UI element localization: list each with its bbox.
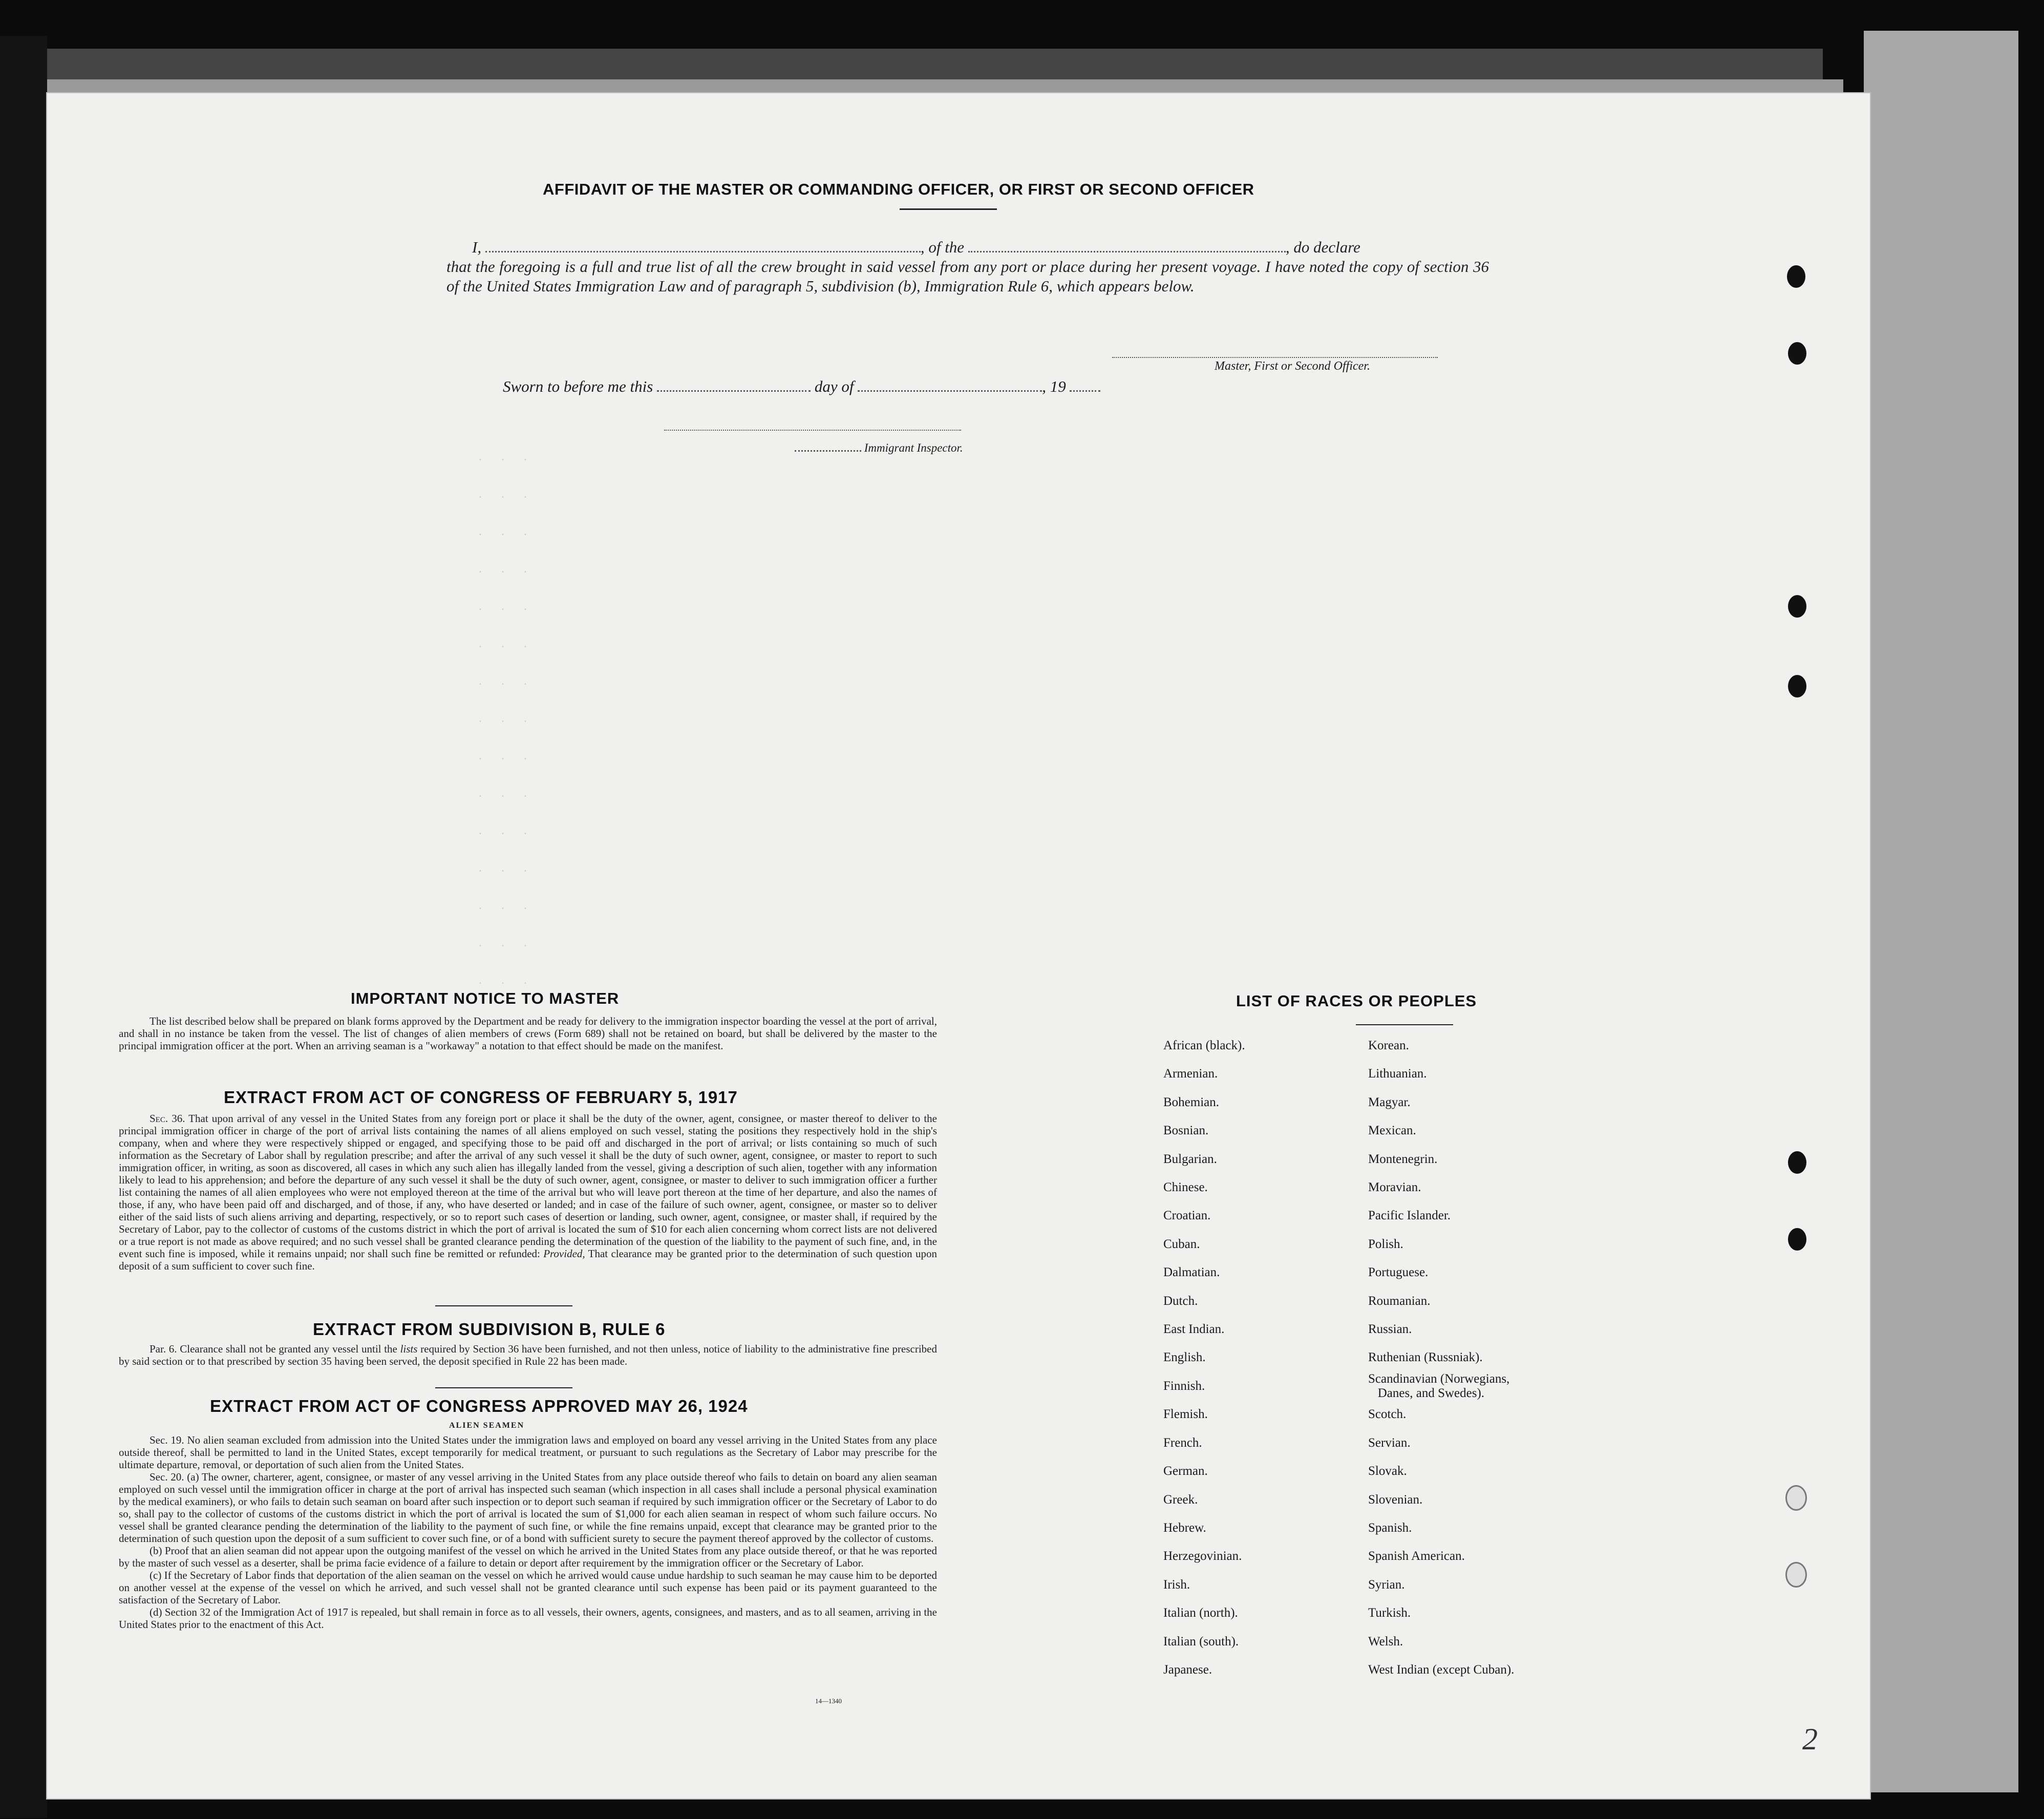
race-item: Dutch.	[1163, 1294, 1198, 1308]
inspector-caption-text: Immigrant Inspector.	[864, 441, 963, 454]
declarant-label: I,	[472, 238, 482, 256]
day-of-label: day of	[814, 377, 854, 395]
race-item: Greek.	[1163, 1492, 1198, 1507]
section-20b-text: (b) Proof that an alien seaman did not appear upon the outgoing manifest of the vessel on which he arrived in the United States from any place outside thereof, or that he was reported by the master of such vessel as a deserter, shall be prima facie evidence of a failure to detain or deport after requirement by the immigration officer or the Secretary of Labor.	[119, 1545, 937, 1569]
punch-hole	[1788, 342, 1806, 365]
par-6-text-b: required by Section 36 have been furnished, and not then unless, notice of liability to the administrative fine prescribed by said section or to that prescribed by section 35 having been served, the deposit specified in Rule 22 has been made.	[119, 1343, 937, 1367]
subdivision-b-title: EXTRACT FROM SUBDIVISION B, RULE 6	[313, 1320, 666, 1339]
race-item: Montenegrin.	[1368, 1152, 1438, 1166]
punch-hole	[1785, 1562, 1807, 1588]
inspector-signature-line[interactable]	[664, 430, 961, 431]
race-item: Polish.	[1368, 1237, 1403, 1251]
affidavit-body: that the foregoing is a full and true list of all the crew brought in said vessel from any port or place during her present voyage. I have noted the copy of section 36 of the United States Immigration Law and of paragraph 5, subdivision (b), Immigration Rule 6, which appears below.	[446, 258, 1489, 295]
notice-title: IMPORTANT NOTICE TO MASTER	[351, 989, 620, 1007]
next-page-edge	[1864, 31, 2018, 1792]
race-item: African (black).	[1163, 1039, 1245, 1052]
master-signature-line[interactable]	[1112, 357, 1438, 358]
section-36-label: Sec. 36.	[150, 1112, 185, 1125]
race-item: Irish.	[1163, 1577, 1190, 1592]
form-number: 14—1340	[815, 1697, 842, 1705]
par-6-text-a: Par. 6. Clearance shall not be granted any vessel until the	[150, 1343, 397, 1355]
race-item: Cuban.	[1163, 1237, 1200, 1251]
race-item: French.	[1163, 1435, 1202, 1450]
races-right-column	[1368, 1031, 1514, 1684]
race-item: Slovenian.	[1368, 1492, 1423, 1507]
race-item: Russian.	[1368, 1322, 1412, 1337]
vessel-name-field[interactable]	[968, 251, 1286, 252]
race-item: Armenian.	[1163, 1067, 1218, 1081]
extract-1924-body	[119, 1434, 937, 1631]
race-item: Croatian.	[1163, 1209, 1211, 1223]
master-signature-caption: Master, First or Second Officer.	[1215, 359, 1370, 373]
extract-1924-title: EXTRACT FROM ACT OF CONGRESS APPROVED MAY 26, 1924	[210, 1397, 748, 1415]
race-item: Magyar.	[1368, 1095, 1411, 1109]
sworn-label: Sworn to before me this	[503, 377, 653, 395]
punch-hole	[1788, 1228, 1806, 1251]
section-20d-text: (d) Section 32 of the Immigration Act of 1917 is repealed, but shall remain in force as to all vessels, their owners, agents, consignees, and masters, and as to all seamen, arriving in the United States prior to the enactment of this Act.	[119, 1606, 937, 1631]
sworn-year-field[interactable]	[1070, 390, 1100, 392]
section-20a-text: Sec. 20. (a) The owner, charterer, agent, consignee, or master of any vessel arriving in the United States from any place outside thereof who fails to detain on board any alien seaman employed on such vessel until the immigration officer in charge at the port of arrival has inspected such seaman (which inspection in all cases shall include a personal physical examination by the medical examiners), or who fails to detain such seaman on board after such inspection or to deport such seaman if required by such immigration officer or the Secretary of Labor to do so, shall pay to the collector of customs of the customs district in which the port of arrival is located the sum of $1,000 for each alien seaman in respect of whom such failure occurs. No vessel shall be granted clearance pending the determination of the liability to the payment of such fine, or while the fine remains unpaid, except that clearance may be granted prior to the determination of such question upon the deposit of a sum sufficient to cover such fine, or of a bond with sufficient surety to secure the payment thereof approved by the collector of customs.	[119, 1471, 937, 1545]
race-item: Welsh.	[1368, 1634, 1403, 1648]
race-item: Pacific Islander.	[1368, 1209, 1451, 1223]
race-item: English.	[1163, 1350, 1206, 1365]
race-item: Servian.	[1368, 1435, 1411, 1450]
extract-1917-body	[119, 1112, 937, 1272]
race-item: Spanish American.	[1368, 1549, 1465, 1563]
lists-word: lists	[400, 1343, 418, 1355]
race-item: Bohemian.	[1163, 1095, 1220, 1109]
affidavit-declaration	[446, 238, 1489, 296]
punch-hole	[1788, 595, 1806, 618]
affidavit-title: AFFIDAVIT OF THE MASTER OR COMMANDING OFFICER, OR FIRST OR SECOND OFFICER	[543, 180, 1254, 198]
handwritten-mark: 2	[1802, 1722, 1818, 1756]
race-item: Ruthenian (Russniak).	[1368, 1350, 1483, 1365]
form-page	[47, 93, 1870, 1799]
race-item: Italian (south).	[1163, 1634, 1239, 1648]
proviso-text: That clearance may be granted prior to the determination of such question upon deposit of a sum sufficient to cover such fine.	[119, 1247, 937, 1272]
races-title: LIST OF RACES OR PEOPLES	[1236, 992, 1477, 1010]
extract-1917-title: EXTRACT FROM ACT OF CONGRESS OF FEBRUARY 5, 1917	[224, 1088, 738, 1107]
declare-label: , do declare	[1285, 238, 1360, 256]
race-item: Bosnian.	[1163, 1124, 1209, 1138]
race-item: West Indian (except Cuban).	[1368, 1662, 1515, 1677]
race-item: Scotch.	[1368, 1407, 1407, 1422]
left-binding-edge	[0, 36, 47, 1818]
races-title-rule	[1356, 1024, 1453, 1025]
race-item: Moravian.	[1368, 1180, 1421, 1195]
sworn-day-field[interactable]	[657, 390, 811, 392]
race-item: Scandinavian (Norwegians, Danes, and Swedes).	[1368, 1371, 1510, 1400]
race-item: Turkish.	[1368, 1606, 1411, 1620]
vessel-label: , of the	[920, 238, 965, 256]
race-item: Finnish.	[1163, 1379, 1205, 1393]
race-item: Lithuanian.	[1368, 1067, 1427, 1081]
race-item: Slovak.	[1368, 1464, 1407, 1478]
year-label: , 19	[1042, 377, 1066, 395]
divider-1	[435, 1305, 572, 1306]
race-item: Spanish.	[1368, 1520, 1412, 1535]
punch-hole	[1788, 1151, 1806, 1174]
punch-hole	[1787, 265, 1805, 288]
punch-hole	[1785, 1485, 1807, 1511]
race-item: Dalmatian.	[1163, 1265, 1220, 1280]
notice-body	[119, 1015, 937, 1052]
alien-seamen-subtitle: ALIEN SEAMEN	[449, 1421, 525, 1430]
race-item: Japanese.	[1163, 1662, 1212, 1677]
race-item: Syrian.	[1368, 1577, 1405, 1592]
section-36-text: That upon arrival of any vessel in the United States from any foreign port or place it shall be the duty of the owner, agent, consignee, or master thereof to deliver to the principal immigration officer in charge of the port of arrival lists containing the names of all aliens employed on such vessel, stating the positions they respectively hold in the ship's company, when and where they were respectively shipped or engaged, and specifying those to be paid off and discharged in the port of arrival; or lists containing so much of such information as the Secretary of Labor shall by regulation prescribe; and after the arrival of any such vessel it shall be the duty of such owner, agent, consignee, or master to report to such immigration officer, in writing, as soon as discovered, all cases in which any such alien has illegally landed from the vessel, giving a description of such alien, together with any information likely to lead to his apprehension; and before the departure of any such vessel it shall be the duty of such owner, agent, consignee, or master to deliver to such immigration officer a further list containing the names of all alien employees who were not employed thereon at the time of the arrival but who will leave port thereon at the time of her departure, and also the names of those, if any, who have been paid off and discharged, and of those, if any, who have deserted or landed; and in case of the failure of such owner, agent, consignee, or master so to deliver either of the said lists of such aliens arriving and departing, respectively, or so to report such cases of desertion or landing, such owner, agent, consignee, or master shall, if required by the Secretary of Labor, pay to the collector of customs of the customs district in which the port of arrival is located the sum of $10 for each alien concerning whom correct lists are not delivered or a true report is not made as above required; and no such vessel shall be granted clearance pending the determination of the question of the liability to the payment of such fine, and, in the event such fine is imposed, while it remains unpaid; nor shall such fine be remitted or refunded:	[119, 1112, 937, 1260]
divider-2	[435, 1387, 572, 1388]
affidavit-title-rule	[900, 208, 997, 210]
bleed-through-column: · · · · · · · · · · · · · · · · · · · · · · · · · · · · · · · · · · · · · · · · · · · · ·	[477, 454, 534, 989]
race-item: Roumanian.	[1368, 1294, 1431, 1308]
inspector-signature-caption	[795, 441, 963, 455]
section-19-text: Sec. 19. No alien seaman excluded from admission into the United States under the immigration laws and employed on board any vessel arriving in the United States from any place outside thereof, shall be permitted to land in the United States, except temporarily for medical treatment, or pursuant to such regulations as the Secretary of Labor may prescribe for the ultimate departure, removal, or deportation of such alien from the United States.	[119, 1434, 937, 1471]
race-item: East Indian.	[1163, 1322, 1225, 1337]
declarant-name-field[interactable]	[485, 251, 921, 252]
sworn-line	[503, 377, 1100, 396]
section-20c-text: (c) If the Secretary of Labor finds that deportation of the alien seaman on the vessel on which he arrived would cause undue hardship to such seaman he may cause him to be deported on another vessel at the expense of the vessel on which he arrived, and such vessel shall not be granted clearance until such expense has been paid or its payment guaranteed to the satisfaction of the Secretary of Labor.	[119, 1569, 937, 1606]
race-item: Italian (north).	[1163, 1606, 1238, 1620]
subdivision-b-body	[119, 1343, 937, 1367]
race-item: Chinese.	[1163, 1180, 1208, 1195]
race-item: Portuguese.	[1368, 1265, 1429, 1280]
races-left-column	[1163, 1031, 1245, 1684]
race-item: Flemish.	[1163, 1407, 1208, 1422]
race-item: German.	[1163, 1464, 1208, 1478]
race-item: Herzegovinian.	[1163, 1549, 1242, 1563]
provided-word: Provided,	[543, 1247, 585, 1260]
sworn-month-field[interactable]	[858, 390, 1042, 392]
punch-hole	[1788, 675, 1806, 697]
race-item: Mexican.	[1368, 1124, 1416, 1138]
notice-text: The list described below shall be prepared on blank forms approved by the Department and be ready for delivery to the immigration inspector boarding the vessel at the port of arrival, and shall in no instance be taken from the vessel. The list of changes of alien members of crews (Form 689) shall not be retained on board, but shall be delivered by the master to the principal immigration officer at the port. When an arriving seaman is a "workaway" a notation to that effect should be made on the manifest.	[119, 1015, 937, 1052]
race-item: Korean.	[1368, 1039, 1409, 1052]
inspector-dots	[795, 450, 861, 452]
race-item: Bulgarian.	[1163, 1152, 1217, 1166]
race-item: Hebrew.	[1163, 1520, 1206, 1535]
